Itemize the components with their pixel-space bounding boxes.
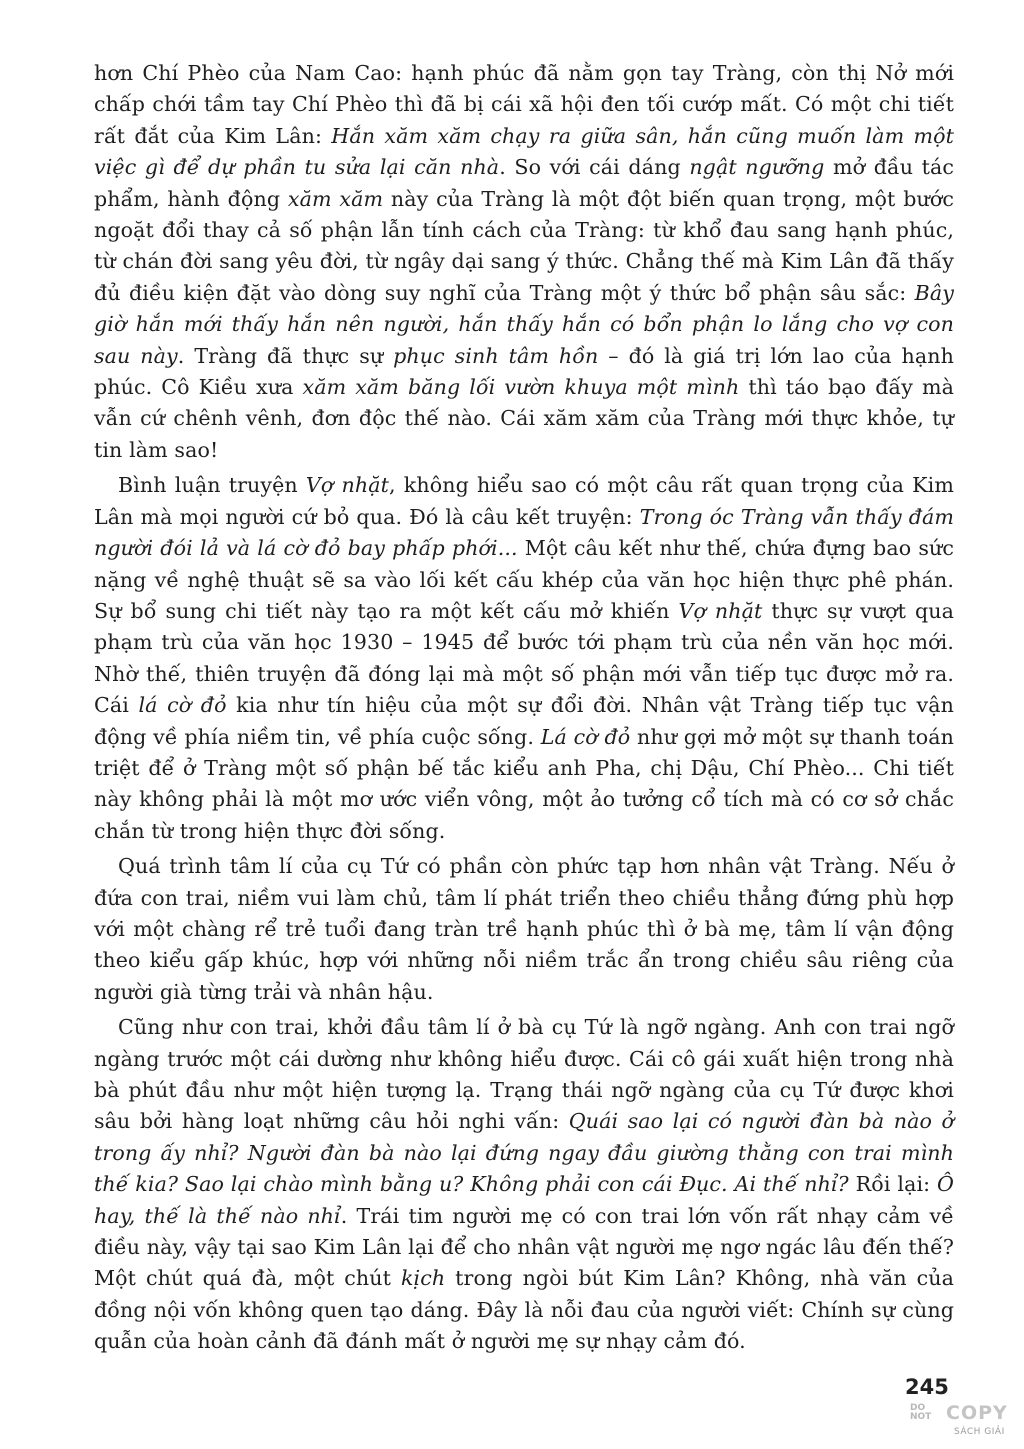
- text-run: Cũng như con trai, khởi đầu tâm lí ở bà cụ Tứ là ngỡ ngàng. Anh con trai ngỡ ngàng trước một cái dường như không hiểu được. Cái cô gái xuất hiện trong nhà bà phút đầu như một hiện tượng lạ. Trạng thái ngỡ ngàng của cụ Tứ được khơi sâu bởi hàng loạt những câu hỏi nghi vấn:: [94, 1015, 954, 1134]
- italic-quote: Trong óc Tràng vẫn thấy đám người đói lả và lá cờ đỏ bay phấp phới...: [94, 504, 954, 561]
- text-run: . Tràng đã thực sự: [177, 343, 394, 368]
- text-run: trong ngòi bút Kim Lân? Không, nhà văn của đồng nội vốn không quen tạo dáng. Đây là nỗi đau của người viết: Chính sự cùng quẫn của hoàn cảnh đã đánh mất ở người mẹ sự nhạy cảm đó.: [94, 1266, 954, 1354]
- text-run: Rồi lại:: [848, 1172, 938, 1197]
- watermark-logo: [910, 1402, 1015, 1442]
- italic-quote: xăm xăm: [287, 186, 384, 211]
- italic-quote: Ô hay, thế là thế nào nhỉ: [94, 1172, 954, 1228]
- document-page: [94, 58, 954, 1358]
- italic-quote: phục sinh tâm hồn: [393, 343, 599, 368]
- text-run: , không hiểu sao có một câu rất quan trọng của Kim Lân mà mọi người cứ bỏ qua. Đó là câu kết truyện:: [94, 473, 954, 529]
- watermark-left: DO NOT: [910, 1403, 932, 1422]
- text-run: như gợi mở một sự thanh toán triệt để ở Tràng một số phận bế tắc kiểu anh Pha, chị Dậu, Chí Phèo... Chi tiết này không phải là một mơ ước viển vông, một ảo tưởng cổ tích mà có cơ sở chắc chắn từ trong hiện thực đời sống.: [94, 724, 955, 843]
- text-run: Quá trình tâm lí của cụ Tứ có phần còn phức tạp hơn nhân vật Tràng. Nếu ở đứa con trai, niềm vui làm chủ, tâm lí phát triển theo chiều thẳng đứng phù hợp với một chàng rể trẻ tuổi đang tràn trề hạnh phúc thì ở bà mẹ, tâm lí vận động theo kiểu gấp khúc, hợp với những nỗi niềm trắc ẩn trong chiều sâu riêng của người già từng trải và nhân hậu.: [94, 854, 954, 1004]
- page-number: 245: [905, 1375, 949, 1399]
- text-run: mở đầu tác phẩm, hành động: [94, 155, 955, 211]
- text-run: . Trái tim người mẹ có con trai lớn vốn rất nhạy cảm về điều này, vậy tại sao Kim Lân lại để cho nhân vật người mẹ ngơ ngác lâu đến thế? Một chút quá đà, một chút: [94, 1203, 954, 1291]
- paragraph-2: [94, 470, 954, 847]
- paragraph-3: [94, 851, 954, 1008]
- italic-quote: ngật ngưỡng: [689, 155, 825, 180]
- italic-quote: Vợ nhặt: [678, 598, 763, 623]
- italic-quote: Lá cờ đỏ: [540, 724, 631, 749]
- italic-quote: Hắn xăm xăm chạy ra giữa sân, hắn cũng muốn làm một việc gì để dự phần tu sửa lại căn nhà: [94, 123, 954, 180]
- watermark-sub: SÁCH GIẢI: [954, 1427, 1005, 1437]
- text-run: kia như tín hiệu của một sự đổi đời. Nhân vật Tràng tiếp tục vận động về phía niềm tin, về phía cuộc sống.: [94, 693, 954, 749]
- watermark-copy: COPY: [946, 1402, 1008, 1424]
- italic-quote: Quái sao lại có người đàn bà nào ở trong ấy nhỉ? Người đàn bà nào lại đứng ngay đầu giường thằng con trai mình thế kia? Sao lại chào mình bằng u? Không phải con cái Đục. Ai thế nhỉ?: [94, 1109, 954, 1197]
- text-run: Bình luận truyện: [118, 473, 306, 498]
- text-run: hơn Chí Phèo của Nam Cao: hạnh phúc đã nằm gọn tay Tràng, còn thị Nở mới chấp chới tầm tay Chí Phèo thì đã bị cái xã hội đen tối cướp mất. Có một chi tiết rất đắt của Kim Lân:: [94, 61, 954, 148]
- text-run: Một câu kết như thế, chứa đựng bao sức nặng về nghệ thuật sẽ sa vào lối kết cấu khép của văn học hiện thực phê phán. Sự bổ sung chi tiết này tạo ra một kết cấu mở khiến: [94, 536, 954, 623]
- text-run: . So với cái dáng: [499, 155, 690, 180]
- text-run: này của Tràng là một đột biến quan trọng, một bước ngoặt đổi thay cả số phận lẫn tính cách của Tràng: từ khổ đau sang hạnh phúc, từ chán đời sang yêu đời, từ ngây dại sang ý thức. Chẳng thế mà Kim Lân đã thấy đủ điều kiện đặt vào dòng suy nghĩ của Tràng một ý thức bổ phận sâu sắc:: [94, 186, 954, 305]
- italic-quote: Vợ nhặt: [305, 473, 389, 498]
- text-run: thực sự vượt qua phạm trù của văn học 1930 – 1945 để bước tới phạm trù của nền văn học mới. Nhờ thế, thiên truyện đã đóng lại mà một số phận mới vẫn tiếp tục được mở ra. Cái: [94, 598, 954, 718]
- italic-quote: kịch: [400, 1266, 446, 1291]
- italic-quote: Bây giờ hắn mới thấy hắn nên người, hắn thấy hắn có bổn phận lo lắng cho vợ con sau này: [94, 280, 954, 368]
- paragraph-1: [94, 58, 954, 466]
- text-run: – đó là giá trị lớn lao của hạnh phúc. Cô Kiều xưa: [94, 343, 954, 400]
- italic-quote: xăm xăm băng lối vườn khuya một mình: [302, 375, 740, 400]
- italic-quote: lá cờ đỏ: [138, 693, 227, 718]
- paragraph-4: [94, 1012, 954, 1357]
- text-run: thì táo bạo đấy mà vẫn cứ chênh vênh, đơn độc thế nào. Cái xăm xăm của Tràng mới thực khỏe, tự tin làm sao!: [94, 375, 955, 462]
